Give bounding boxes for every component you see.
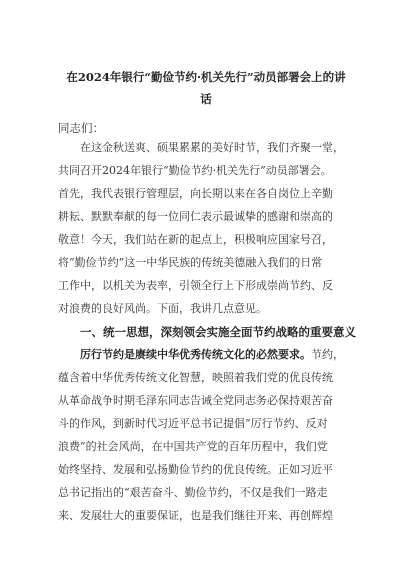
paragraph-line: 将“勤俭节约”这一中华民族的传统美德融入我们的日常 — [58, 256, 323, 269]
paragraph-line: 来、发展壮大的重要保证，也是我们继往开来、再创辉煌 — [58, 509, 333, 522]
document-title-line-1: 在2024年银行“勤俭节约·机关先行”动员部署会上的讲 — [66, 70, 346, 84]
paragraph-line: 敬意！今天，我们站在新的起点上，积极响应国家号召， — [58, 233, 333, 246]
paragraph-first-line — [58, 346, 376, 364]
paragraph-line: 从革命战争时期毛泽东同志告诫全党同志务必保持艰苦奋 — [58, 394, 333, 407]
section-heading-1: 一、统一思想，深刻领会实施全面节约战略的重要意义 — [80, 325, 356, 339]
paragraph-line: 在这金秋送爽、硕果累累的美好时节，我们齐聚一堂， — [80, 141, 344, 154]
paragraph-line: 共同召开2024年银行“勤俭节约·机关先行”动员部署会。 — [58, 164, 332, 177]
paragraph-line: 蕴含着中华优秀传统文化智慧，映照着我们党的优良传统 — [58, 371, 333, 384]
paragraph-line: 斗的作风，到新时代习近平总书记提倡“厉行节约、反对 — [58, 417, 328, 430]
document-title-line-2: 话 — [200, 92, 212, 106]
paragraph-line: 首先，我代表银行管理层，向长期以来在各自岗位上辛勤 — [58, 187, 333, 200]
paragraph-line: 总书记指出的“艰苦奋斗、勤俭节约，不仅是我们一路走 — [58, 486, 328, 499]
paragraph-line: 耕耘、默默奉献的每一位同仁表示最诚挚的感谢和崇高的 — [58, 210, 333, 223]
paragraph-lead-rest: 节约， — [311, 348, 344, 361]
salutation: 同志们： — [58, 121, 104, 135]
paragraph-lead-bold: 厉行节约是赓续中华优秀传统文化的必然要求。 — [80, 348, 311, 361]
paragraph-line: 浪费”的社会风尚，在中国共产党的百年历程中，我们党 — [58, 440, 328, 453]
paragraph-line: 对浪费的良好风尚。下面，我讲几点意见。 — [58, 302, 267, 315]
paragraph-line: 始终坚持、发展和弘扬勤俭节约的优良传统。正如习近平 — [58, 463, 333, 476]
paragraph-line: 工作中，以机关为表率，引领全行上下形成崇尚节约、反 — [58, 279, 333, 292]
